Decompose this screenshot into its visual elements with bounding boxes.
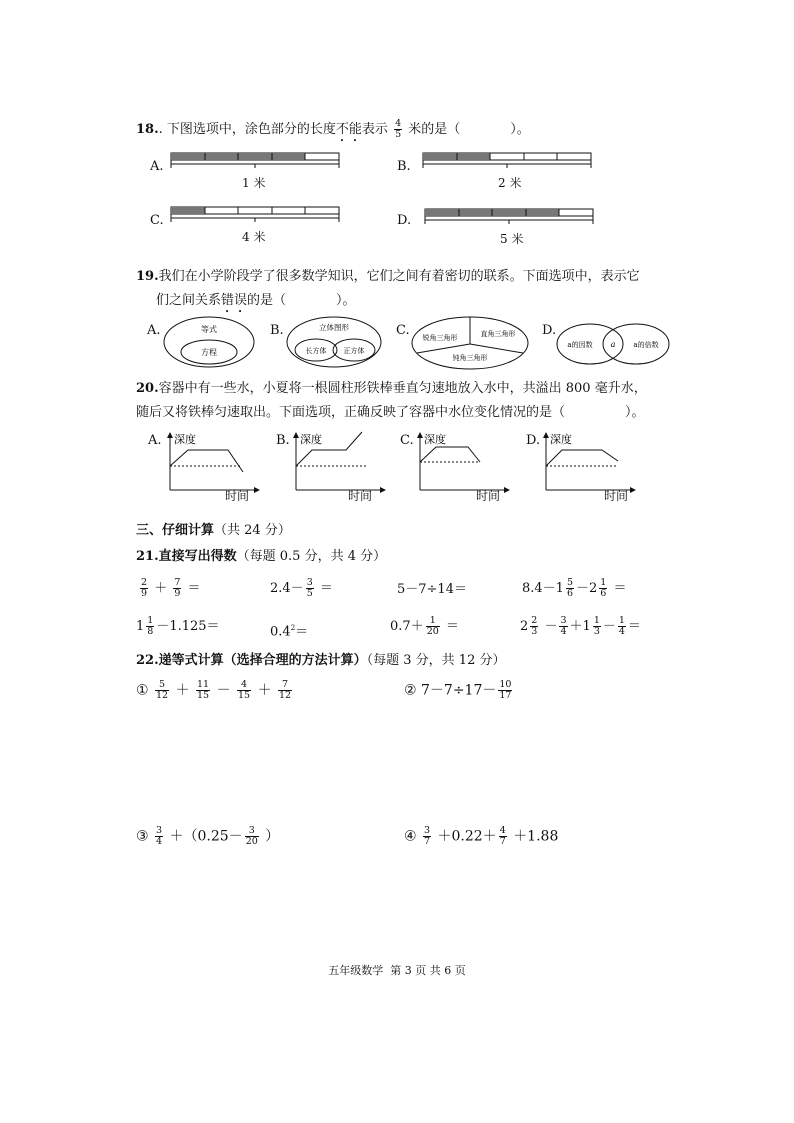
q20-b-x-label: 时间: [348, 489, 373, 503]
q21-r2-e4: 2 $\frac{2}{3}$ － $\frac{3}{4}$ ＋1 $\frac{1}{3}$ － $\frac{1}{4}$ ＝: [520, 615, 641, 637]
section-3-title: 三、仔细计算: [136, 523, 215, 538]
q19-a-inner: 方程: [201, 348, 217, 357]
q19-c-part2: 直角三角形: [480, 330, 516, 338]
q19-option-b-label: B.: [270, 323, 284, 338]
q19-option-b-diagram: [286, 316, 382, 368]
section-3-score: （共 24 分）: [214, 523, 291, 538]
q18-option-c-unit: 4 米: [242, 230, 266, 244]
q19-c-part1: 锐角三角形: [422, 334, 458, 342]
q18-option-b-unit: 2 米: [498, 176, 522, 190]
q19-stem-line1: [136, 268, 640, 286]
q21-score: （每题 0.5 分，共 4 分）: [236, 549, 387, 564]
y-label: 深度: [550, 433, 572, 446]
q19-b-inner2: 正方体: [343, 347, 365, 355]
page-footer: 五年级数学 第 3 页 共 6 页: [328, 964, 466, 977]
q18-emphasis-not: 不能: [335, 122, 362, 137]
y-label: 深度: [174, 433, 196, 446]
q22-problem-1: ① $\frac{5}{12}$ ＋ $\frac{11}{15}$ － $\frac{4}{15}$ ＋ $\frac{7}{12}$: [136, 679, 292, 701]
q18-text-b: 表示: [361, 122, 388, 137]
section-3-heading: [136, 522, 291, 540]
q22-score: （每题 3 分，共 12 分）: [366, 653, 506, 668]
q21-title: 21.直接写出得数: [136, 549, 237, 564]
q19-b-outer: 立体图形: [319, 323, 349, 332]
q21-r1-e1: $\frac{2}{9}$ ＋ $\frac{7}{9}$ ＝: [141, 577, 201, 599]
q21-r2-e1: 1 $\frac{1}{8}$ －1.125＝: [136, 615, 220, 637]
q21-r2-e2: $0.4^2=$: [270, 624, 309, 640]
q18-option-d-label: D.: [397, 213, 412, 228]
q21-r1-e2: 2.4－ $\frac{3}{5}$ ＝: [270, 577, 333, 599]
q20-a-x-label: 时间: [225, 489, 250, 503]
q19-option-a-label: A.: [147, 323, 161, 338]
y-label: 深度: [300, 433, 322, 446]
q21-heading: [136, 548, 386, 566]
q19-number: 19.: [136, 269, 159, 284]
q19-d-mid: a: [610, 340, 616, 349]
q20-d-x-label: 时间: [604, 489, 629, 503]
q20-c-x-label: 时间: [476, 489, 501, 503]
q20-text-end: ）。: [625, 405, 645, 420]
q18-option-d-unit: 5 米: [500, 232, 524, 246]
q19-option-d-diagram: [556, 323, 670, 365]
q19-option-a-diagram: [163, 316, 255, 368]
q22-problem-4: ④ $\frac{3}{7}$ ＋0.22＋ $\frac{4}{7}$ ＋1.88: [404, 825, 559, 847]
q21-r1-e3: 5－7÷14＝: [397, 582, 467, 597]
q19-stem-line2: [156, 292, 356, 316]
q18-option-c-label: C.: [150, 213, 164, 228]
q19-emphasis-wrong: 错误: [221, 293, 248, 308]
shaded-segment: [171, 207, 205, 214]
q20-graph-d: [536, 430, 646, 502]
q20-option-d-label: D.: [526, 433, 541, 448]
q19-c-part3: 钝角三角形: [452, 354, 488, 362]
q18-option-a-label: A.: [150, 159, 164, 174]
q20-graph-b: [286, 430, 396, 502]
q18-option-b-label: B.: [397, 159, 411, 174]
q22-heading: [136, 652, 505, 670]
q20-number: 20.: [136, 381, 159, 396]
q20-text-2: 随后又将铁棒匀速取出。下面选项，正确反映了容器中水位变化情况的是（: [136, 405, 566, 420]
q18-text-c: 米的是（: [408, 122, 461, 137]
q18-number: 18.: [136, 122, 159, 137]
q19-option-c-label: C.: [396, 323, 410, 338]
q22-title: 22.递等式计算（选择合理的方法计算）: [136, 653, 367, 668]
q20-graph-c: [410, 430, 520, 502]
q19-b-inner1: 长方体: [305, 347, 327, 355]
q19-option-d-label: D.: [542, 323, 557, 338]
q19-text-2a: 们之间关系: [156, 293, 222, 308]
q22-problem-3: ③ $\frac{3}{4}$ ＋（0.25－ $\frac{3}{20}$ ）: [136, 825, 280, 847]
q19-text: 我们在小学阶段学了很多数学知识，它们之间有着密切的联系。下面选项中，表示它: [158, 269, 640, 284]
q19-text-2b: 的是（: [247, 293, 287, 308]
y-label: 深度: [424, 433, 446, 446]
q19-d-left: a的因数: [567, 341, 593, 349]
q21-r1-e4: 8.4－1 $\frac{5}{6}$ －2 $\frac{1}{6}$ ＝: [522, 577, 627, 599]
q19-a-outer: 等式: [201, 325, 217, 334]
q19-text-end: ）。: [336, 293, 356, 308]
q18-text-a: . 下图选项中，涂色部分的长度: [158, 122, 336, 137]
q20-stem-line1: [136, 380, 647, 398]
q18-fraction: $\frac{4}{5}$: [395, 118, 402, 140]
q20-stem-line2: [136, 404, 645, 422]
q20-option-c-label: C.: [400, 433, 414, 448]
q20-graph-a: [160, 430, 270, 502]
q18-option-a-unit: 1 米: [242, 176, 266, 190]
q18-stem: [136, 119, 530, 145]
q20-option-b-label: B.: [276, 433, 290, 448]
q20-text: 容器中有一些水，小夏将一根圆柱形铁棒垂直匀速地放入水中，共溢出 800 毫升水，: [158, 381, 647, 396]
q19-option-c-diagram: [410, 316, 530, 370]
q21-r2-e3: 0.7＋ $\frac{1}{20}$ ＝: [390, 615, 459, 637]
q22-problem-2: ② 7－7÷17－ $\frac{10}{17}$: [404, 679, 512, 701]
q18-text-end: ）。: [510, 122, 530, 137]
q19-d-right: a的倍数: [633, 341, 659, 349]
q20-option-a-label: A.: [148, 433, 162, 448]
